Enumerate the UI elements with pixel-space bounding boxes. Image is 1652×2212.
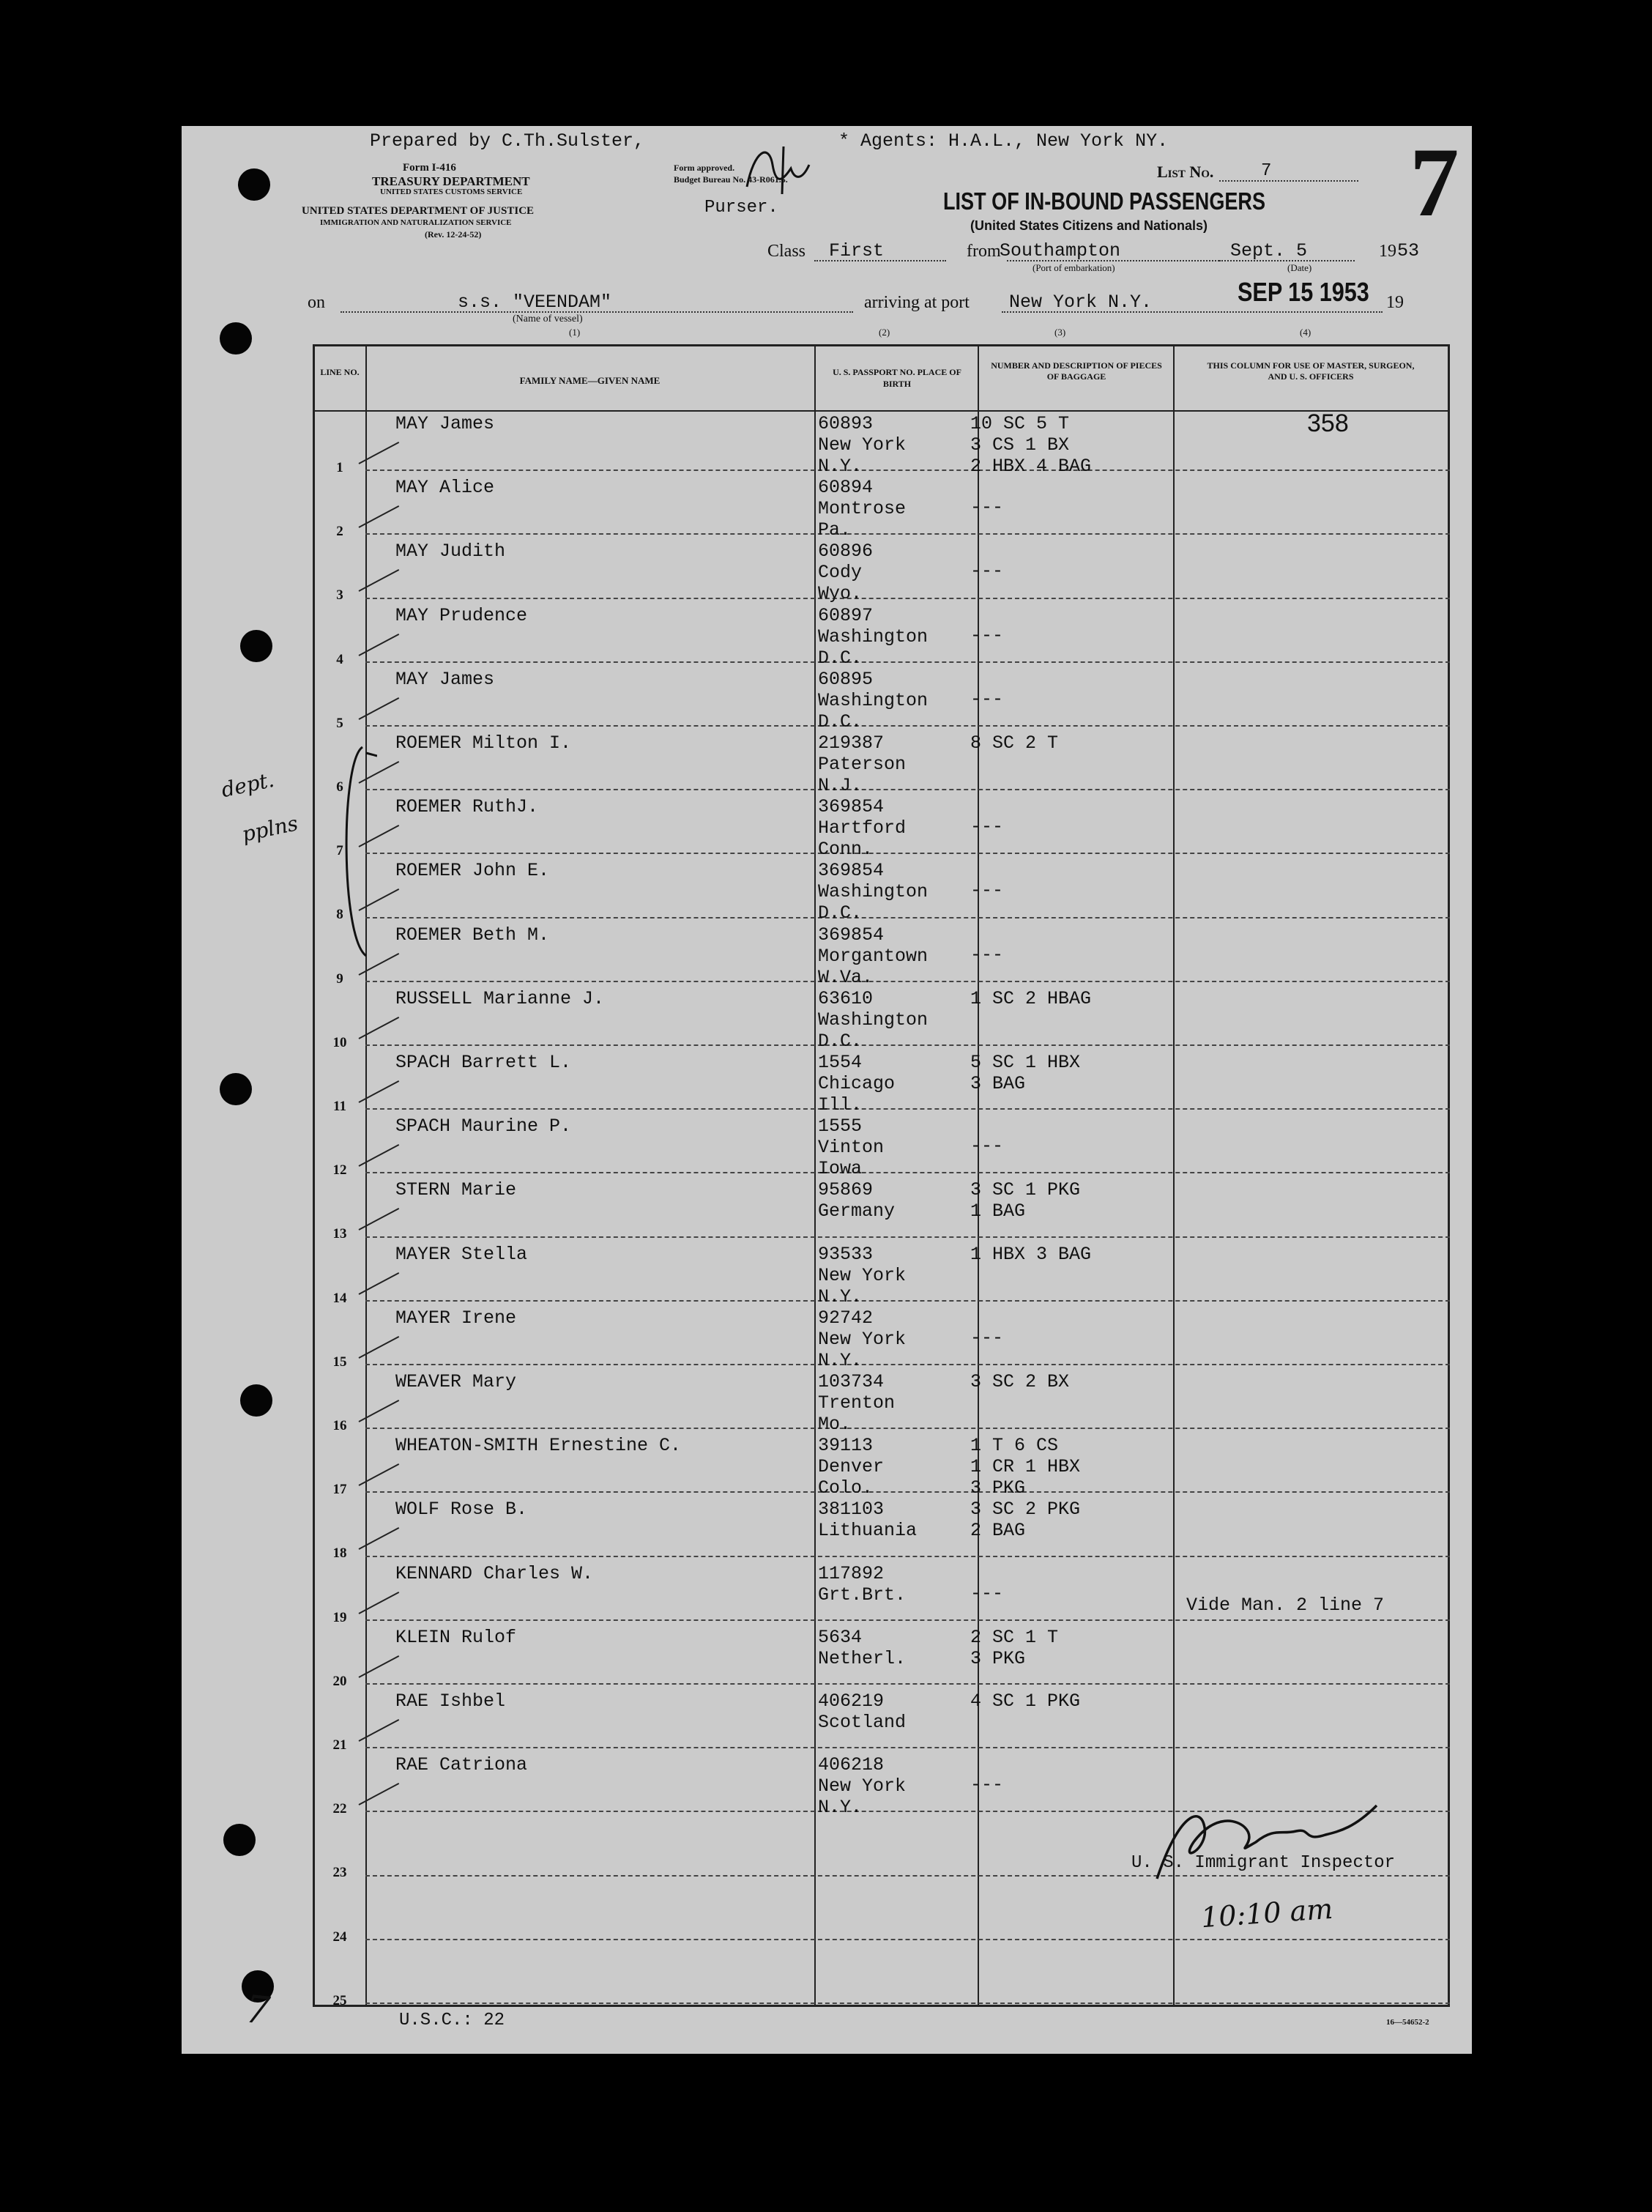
- baggage-description: 5 SC 1 HBX 3 BAG: [970, 1052, 1081, 1094]
- line-number: 22: [332, 1801, 347, 1817]
- date-value: Sept. 5: [1230, 240, 1308, 261]
- row-separator: [365, 1364, 1450, 1365]
- passport-birthplace: 60893 New York N.Y.: [818, 413, 907, 477]
- year-prefix: 19: [1379, 242, 1396, 261]
- line-number: 17: [332, 1482, 347, 1498]
- arrival-date-stamp: SEP 15 1953: [1238, 277, 1369, 307]
- officer-note: 358: [1307, 409, 1349, 437]
- row-separator: [365, 1108, 1450, 1110]
- row-separator: [365, 470, 1450, 471]
- row-separator: [365, 1683, 1450, 1685]
- passenger-name: SPACH Maurine P.: [395, 1116, 572, 1137]
- agents-line: * Agents: H.A.L., New York NY.: [838, 130, 1169, 152]
- passport-birthplace: 60896 Cody Wyo.: [818, 541, 874, 605]
- line-number: 15: [332, 1354, 347, 1370]
- binder-hole: [240, 1384, 272, 1417]
- document-title: LIST OF IN-BOUND PASSENGERS: [943, 188, 1266, 215]
- col-header-passport: U. S. PASSPORT NO. PLACE OF BIRTH: [833, 367, 961, 389]
- passport-birthplace: 406218 New York N.Y.: [818, 1754, 907, 1819]
- binder-hole: [220, 1073, 252, 1105]
- col-header-officers: THIS COLUMN FOR USE OF MASTER, SURGEON, AND U. S. OFFICERS: [1207, 360, 1415, 382]
- passport-birthplace: 1554 Chicago Ill.: [818, 1052, 896, 1116]
- ins-service: IMMIGRATION AND NATURALIZATION SERVICE: [320, 218, 512, 227]
- line-number: 7: [336, 843, 343, 859]
- passport-birthplace: 63610 Washington D.C.: [818, 987, 929, 1052]
- passport-birthplace: 381103 Lithuania: [818, 1499, 918, 1542]
- line-number: 16: [332, 1418, 347, 1433]
- baggage-description: ---: [970, 560, 1004, 582]
- line-number: 13: [332, 1226, 347, 1242]
- line-number: 9: [336, 970, 343, 987]
- revision-date: (Rev. 12-24-52): [425, 229, 482, 240]
- inspector-caption: U. S. Immigrant Inspector: [1131, 1853, 1396, 1873]
- passenger-name: KLEIN Rulof: [395, 1626, 517, 1648]
- passenger-name: MAYER Stella: [395, 1243, 528, 1265]
- passenger-name: WEAVER Mary: [395, 1371, 517, 1392]
- passenger-name: WHEATON-SMITH Ernestine C.: [395, 1435, 682, 1457]
- passport-birthplace: 60895 Washington D.C.: [818, 668, 929, 732]
- baggage-description: 4 SC 1 PKG: [970, 1690, 1081, 1712]
- line-number: 24: [332, 1929, 347, 1945]
- class-value: First: [829, 240, 885, 261]
- col1-number: (1): [569, 327, 581, 338]
- row-separator: [365, 1172, 1450, 1173]
- line-number: 23: [332, 1865, 347, 1881]
- binder-hole: [223, 1824, 256, 1856]
- passenger-name: SPACH Barrett L.: [395, 1052, 572, 1073]
- passenger-name: RUSSELL Marianne J.: [395, 987, 605, 1009]
- passenger-name: MAY James: [395, 413, 495, 434]
- row-separator: [365, 1747, 1450, 1748]
- treasury-dept: TREASURY DEPARTMENT: [372, 174, 530, 188]
- row-separator: [365, 2003, 1450, 2004]
- line-number: 3: [336, 587, 343, 604]
- line-number: 8: [336, 907, 343, 923]
- passport-birthplace: 60897 Washington D.C.: [818, 604, 929, 669]
- line-number: 14: [332, 1290, 347, 1306]
- row-separator: [365, 853, 1450, 854]
- big-list-number: 7: [1410, 128, 1459, 237]
- time-note: 10:10 am: [1199, 1892, 1334, 1934]
- passport-birthplace: 103734 Trenton Mo.: [818, 1371, 896, 1435]
- passport-birthplace: 92742 New York N.Y.: [818, 1307, 907, 1371]
- line-number: 19: [332, 1609, 347, 1625]
- date-caption: (Date): [1287, 262, 1312, 273]
- col-header-name: FAMILY NAME—GIVEN NAME: [519, 375, 661, 386]
- arriving-label: arriving at port: [864, 293, 970, 312]
- passenger-name: ROEMER RuthJ.: [395, 796, 539, 818]
- row-separator: [365, 1428, 1450, 1429]
- passenger-name: MAY Alice: [395, 477, 495, 499]
- year2-prefix: 19: [1386, 293, 1404, 312]
- passenger-name: MAY James: [395, 668, 495, 690]
- col-header-baggage: NUMBER AND DESCRIPTION OF PIECES OF BAGGAGE: [991, 360, 1162, 382]
- document-subtitle: (United States Citizens and Nationals): [970, 218, 1208, 233]
- baggage-description: ---: [970, 1582, 1004, 1604]
- margin-note-bottom: pplns: [239, 811, 300, 847]
- vessel-name: s.s. "VEENDAM": [458, 292, 612, 313]
- baggage-description: 3 SC 2 PKG 2 BAG: [970, 1499, 1081, 1542]
- usc-code: U.S.C.: 22: [399, 2011, 505, 2030]
- row-separator: [365, 789, 1450, 790]
- binder-hole: [240, 630, 272, 662]
- passenger-name: ROEMER Milton I.: [395, 732, 572, 754]
- passport-birthplace: 369854 Washington D.C.: [818, 860, 929, 924]
- baggage-description: ---: [970, 624, 1004, 646]
- row-separator: [365, 1300, 1450, 1302]
- baggage-description: ---: [970, 1135, 1004, 1157]
- row-separator: [365, 533, 1450, 535]
- passenger-name: MAY Prudence: [395, 604, 528, 626]
- line-number: 1: [336, 460, 343, 475]
- vessel-caption: (Name of vessel): [513, 313, 583, 324]
- passport-birthplace: 117892 Grt.Brt.: [818, 1562, 907, 1606]
- baggage-description: 2 SC 1 T 3 PKG: [970, 1626, 1059, 1669]
- line-number: 20: [332, 1673, 347, 1689]
- baggage-description: ---: [970, 816, 1004, 838]
- prepared-by: Prepared by C.Th.Sulster,: [370, 130, 645, 152]
- line-number: 11: [333, 1099, 346, 1114]
- passenger-name: ROEMER Beth M.: [395, 924, 550, 946]
- col4-number: (4): [1300, 327, 1311, 338]
- line-number: 18: [332, 1545, 347, 1562]
- passport-birthplace: 1555 Vinton Iowa: [818, 1116, 885, 1180]
- passport-birthplace: 369854 Hartford Conn.: [818, 796, 907, 861]
- year-suffix: 53: [1397, 240, 1420, 261]
- customs-service: UNITED STATES CUSTOMS SERVICE: [380, 188, 523, 196]
- row-separator: [365, 1236, 1450, 1238]
- on-label: on: [308, 293, 325, 312]
- line-number: 4: [336, 651, 343, 667]
- passport-birthplace: 60894 Montrose Pa.: [818, 477, 907, 541]
- binder-hole: [220, 322, 252, 355]
- purser-label: Purser.: [704, 198, 778, 218]
- row-separator: [365, 1939, 1450, 1940]
- margin-note-top: dept.: [219, 767, 277, 803]
- passport-birthplace: 406219 Scotland: [818, 1690, 907, 1733]
- row-separator: [365, 598, 1450, 599]
- line-number: 2: [336, 524, 343, 540]
- baggage-description: ---: [970, 880, 1004, 902]
- passenger-name: KENNARD Charles W.: [395, 1562, 594, 1584]
- passenger-name: RAE Ishbel: [395, 1690, 506, 1712]
- baggage-description: 1 SC 2 HBAG: [970, 987, 1092, 1009]
- binder-hole: [238, 168, 270, 201]
- line-number: 12: [332, 1162, 347, 1179]
- budget-bureau: Budget Bureau No. 43-R061.5.: [674, 174, 788, 185]
- inspector-signature: [1135, 1798, 1428, 1893]
- line-number: 5: [336, 715, 343, 731]
- arrival-port: New York N.Y.: [1009, 292, 1153, 313]
- baggage-description: 3 SC 1 PKG 1 BAG: [970, 1179, 1081, 1222]
- passport-birthplace: 39113 Denver Colo.: [818, 1435, 885, 1499]
- print-code: 16—54652-2: [1386, 2018, 1429, 2027]
- baggage-description: 3 SC 2 BX: [970, 1371, 1070, 1392]
- passport-birthplace: 369854 Morgantown W.Va.: [818, 924, 929, 988]
- family-bracket: [333, 732, 377, 967]
- purser-signature: [740, 136, 820, 205]
- from-value: Southampton: [1000, 240, 1121, 261]
- passport-birthplace: 5634 Netherl.: [818, 1626, 907, 1669]
- officer-note: Vide Man. 2 line 7: [1186, 1594, 1385, 1616]
- passenger-name: MAY Judith: [395, 541, 506, 563]
- baggage-description: 8 SC 2 T: [970, 732, 1059, 754]
- passport-birthplace: 95869 Germany: [818, 1179, 896, 1222]
- passenger-name: ROEMER John E.: [395, 860, 550, 882]
- line-number: 21: [332, 1737, 347, 1753]
- baggage-description: ---: [970, 1774, 1004, 1796]
- baggage-description: 10 SC 5 T 3 CS 1 BX 2 HBX 4 BAG: [970, 413, 1092, 477]
- list-no-value: 7: [1261, 161, 1272, 181]
- corner-mark: 7: [242, 1987, 272, 2034]
- line-number: 6: [336, 779, 343, 795]
- from-label: from: [967, 242, 1001, 261]
- justice-dept: UNITED STATES DEPARTMENT OF JUSTICE: [302, 205, 535, 217]
- baggage-description: ---: [970, 497, 1004, 519]
- row-separator: [365, 1619, 1450, 1621]
- passport-birthplace: 219387 Paterson N.J.: [818, 732, 907, 796]
- baggage-description: ---: [970, 943, 1004, 965]
- row-separator: [365, 1491, 1450, 1493]
- form-approved: Form approved.: [674, 163, 735, 173]
- form-number: Form I-416: [403, 162, 456, 174]
- col2-number: (2): [879, 327, 890, 338]
- passenger-name: MAYER Irene: [395, 1307, 517, 1329]
- col-header-line-no: LINE NO.: [320, 367, 360, 377]
- line-number: 10: [332, 1034, 347, 1050]
- col3-number: (3): [1054, 327, 1066, 338]
- port-caption: (Port of embarkation): [1032, 262, 1115, 273]
- baggage-description: ---: [970, 688, 1004, 710]
- baggage-description: 1 HBX 3 BAG: [970, 1243, 1092, 1265]
- passenger-name: WOLF Rose B.: [395, 1499, 528, 1521]
- baggage-description: 1 T 6 CS 1 CR 1 HBX 3 PKG: [970, 1435, 1081, 1499]
- passenger-name: RAE Catriona: [395, 1754, 528, 1776]
- passenger-name: STERN Marie: [395, 1179, 517, 1201]
- list-no-label: List No.: [1157, 163, 1214, 181]
- passport-birthplace: 93533 New York N.Y.: [818, 1243, 907, 1307]
- line-number: 25: [332, 1992, 347, 2008]
- baggage-description: ---: [970, 1326, 1004, 1348]
- row-separator: [365, 1556, 1450, 1557]
- class-label: Class: [767, 242, 806, 261]
